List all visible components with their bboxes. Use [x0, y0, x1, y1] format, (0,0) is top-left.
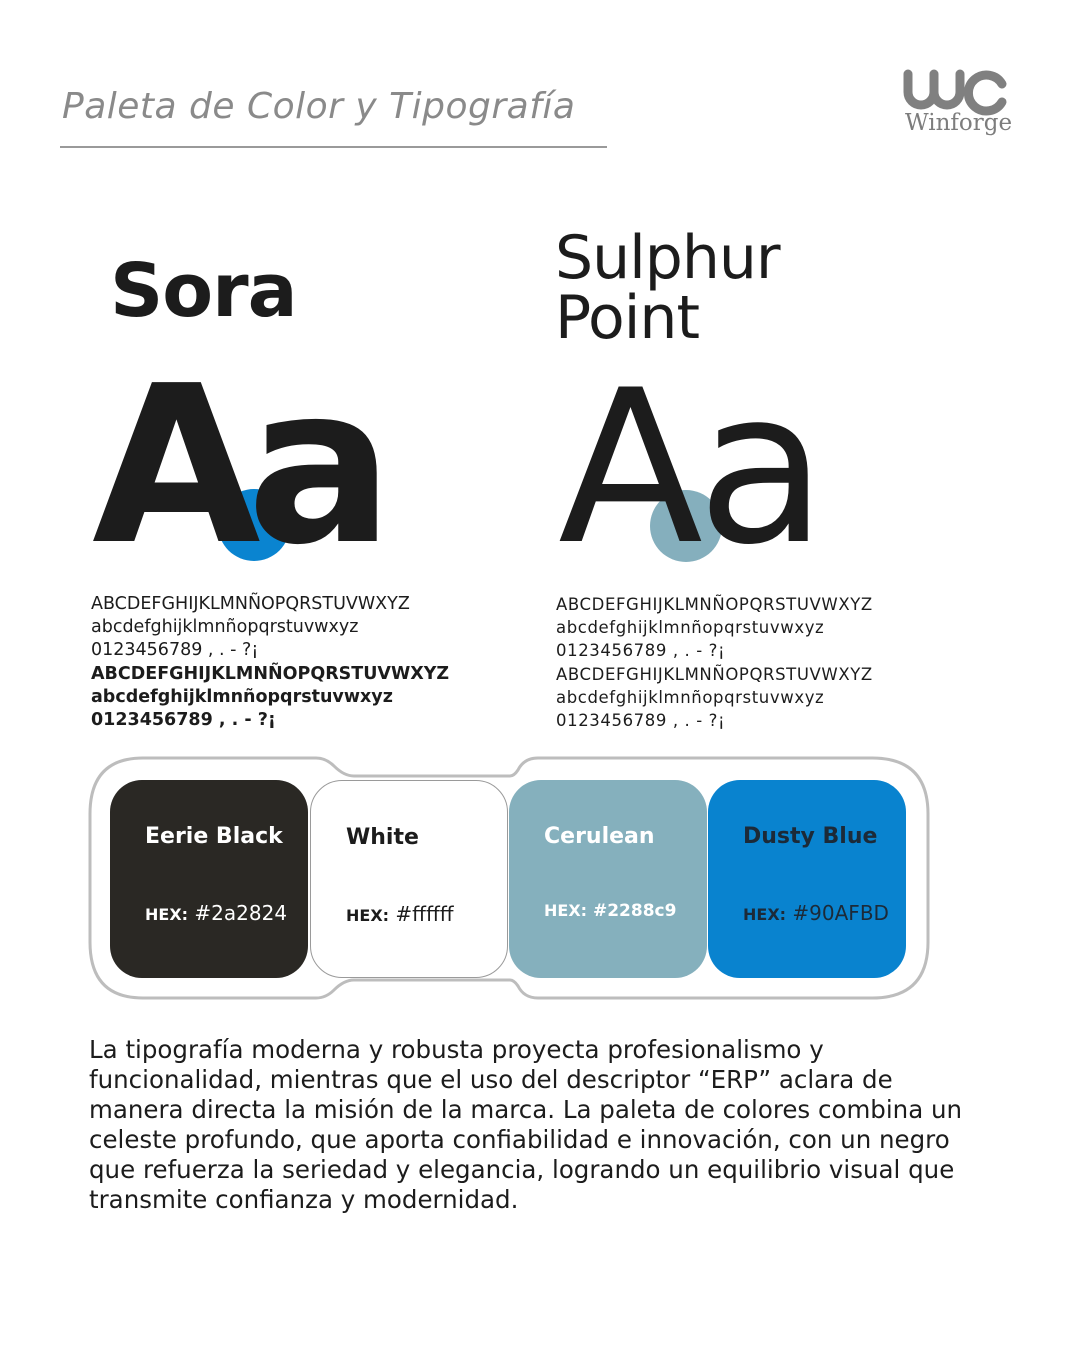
sora-charset [91, 593, 449, 732]
title-divider [60, 146, 607, 148]
hex-value: #90AFBD [792, 901, 889, 925]
hex-value: #2a2824 [194, 901, 288, 925]
charset-line-bold: abcdefghijklmnñopqrstuvwxyz [91, 686, 393, 707]
swatch-name: Cerulean [544, 824, 655, 849]
swatch-eerie-black [110, 780, 308, 978]
swatch-white [310, 780, 508, 978]
swatch-name: Dusty Blue [743, 824, 878, 849]
sora-glyph-sample: Aa [92, 340, 380, 593]
hex-label: HEX: [544, 901, 588, 920]
charset-line-bold: ABCDEFGHIJKLMNÑOPQRSTUVWXYZ [91, 663, 450, 684]
charset-line: ABCDEFGHIJKLMNÑOPQRSTUVWXYZ [556, 595, 873, 614]
swatch-hex [743, 901, 889, 925]
charset-line: 0123456789 , . - ?¡ [556, 641, 726, 661]
sulphur-charset [556, 593, 873, 732]
charset-line-bold: 0123456789 , . - ?¡ [91, 710, 276, 731]
swatch-name: Eerie Black [145, 824, 283, 849]
swatch-cerulean [509, 780, 707, 978]
charset-line: ABCDEFGHIJKLMNÑOPQRSTUVWXYZ [91, 594, 410, 614]
brand-name: Winforge [905, 110, 1013, 136]
charset-line: ABCDEFGHIJKLMNÑOPQRSTUVWXYZ [556, 664, 873, 684]
swatch-hex [346, 902, 454, 926]
charset-line: abcdefghijklmnñopqrstuvwxyz [91, 617, 359, 638]
hex-label: HEX: [346, 906, 390, 925]
hex-label: HEX: [145, 905, 189, 924]
charset-line: 0123456789 , . - ?¡ [556, 711, 726, 731]
swatch-hex [544, 901, 676, 921]
hex-value: #2288c9 [592, 901, 677, 921]
charset-line: 0123456789 , . - ?¡ [91, 640, 259, 661]
hex-label: HEX: [743, 905, 787, 924]
swatch-dusty-blue [708, 780, 906, 978]
sulphur-glyph-sample: Aa [558, 344, 821, 591]
font-name-sora: Sora [110, 248, 297, 334]
swatch-name: White [346, 825, 419, 850]
swatch-hex [145, 901, 287, 925]
charset-line: abcdefghijklmnñopqrstuvwxyz [556, 618, 825, 638]
font-name-sulphur-point: Sulphur Point [555, 223, 780, 353]
page-title: Paleta de Color y Tipografía [62, 86, 576, 127]
hex-value: #ffffff [395, 902, 454, 926]
brand-description: La tipografía moderna y robusta proyecta profesionalismo y funcionalidad, mientras que el uso del descriptor “ERP” aclara de manera directa la misión de la marca. La paleta de colores combina un celeste profundo, que aporta confiabilidad e innovación, con un negro que refuerza la seriedad y elegancia, logrando un equilibrio visual que transmite confianza y modernidad. [89, 1035, 963, 1214]
charset-line: abcdefghijklmnñopqrstuvwxyz [556, 687, 825, 707]
